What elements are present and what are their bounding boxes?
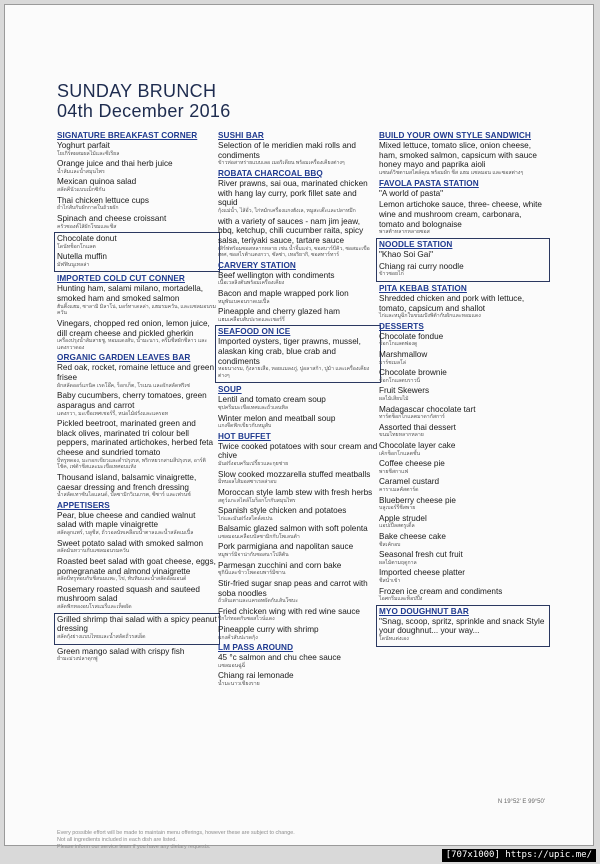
- menu-item: [379, 262, 547, 278]
- menu-item-name: Fruit Skewers: [379, 386, 430, 396]
- menu-item-name: Chocolate brownie: [379, 368, 447, 378]
- menu-item-thai: สลัดคีนัวแบบเม็กซิกัน: [57, 187, 106, 194]
- menu-item-name: Rosemary roasted squash and sauteed mushroom salad: [57, 584, 200, 604]
- menu-item-name: Chocolate layer cake: [379, 440, 456, 450]
- menu-item-name: Beef wellington with condiments: [218, 270, 335, 280]
- menu-item: [218, 561, 378, 577]
- menu-item-thai: สตูว์แกะสไตล์โมร็อกโกกับสมุนไพร: [218, 497, 296, 504]
- menu-item-name: Sweet potato salad with smoked salmon: [57, 538, 204, 548]
- menu-section: [379, 322, 547, 603]
- menu-item-name: Imported cheese platter: [379, 568, 466, 578]
- menu-item-name: Chocolate donut: [57, 234, 117, 244]
- menu-item-name: Roasted beet salad with goat cheese, eggs, pomegranate and almond vinaigrette: [57, 556, 216, 576]
- menu-item: [218, 671, 378, 687]
- menu-item-name: Bake cheese cake: [379, 531, 446, 541]
- section-heading: IMPORTED COLD CUT CONNER: [57, 274, 185, 284]
- menu-item-thai: ชีสเค้กอบ: [379, 541, 401, 548]
- menu-item-thai: ข้าวซอยไก่: [379, 271, 404, 278]
- menu-item-name: Imported oysters, tiger prawns, mussel, alaskan king crab, blue crab and condiments: [218, 337, 361, 366]
- menu-item: [218, 579, 378, 605]
- menu-item-thai: ไก่และหมูฉีกในขนมปังพิต้ากับผักและหอมแดง: [379, 313, 481, 320]
- menu-item-name: Marshmallow: [379, 349, 428, 359]
- menu-item: [379, 441, 547, 457]
- menu-item-thai: แซลมอนฉู่ฉี่: [218, 662, 246, 669]
- menu-item: [57, 234, 217, 250]
- menu-item: [379, 189, 547, 199]
- menu-item: [218, 337, 378, 379]
- menu-item: [218, 506, 378, 522]
- section-heading: SIGNATURE BREAKFAST CORNER: [57, 131, 198, 140]
- menu-item-thai: โดนัทแต่งเอง: [379, 636, 409, 643]
- menu-item: [379, 350, 547, 366]
- menu-column-1: [57, 131, 217, 665]
- menu-item: [379, 568, 547, 584]
- menu-item-thai: มัฟฟินนูเทลล่า: [57, 261, 90, 268]
- menu-item-thai: ผลไม้ตามฤดูกาล: [379, 559, 417, 566]
- menu-item: [379, 477, 547, 493]
- menu-item-name: Pineapple curry with shrimp: [218, 624, 319, 634]
- menu-item: [218, 141, 378, 167]
- menu-item: [379, 332, 547, 348]
- menu-section: [54, 613, 220, 645]
- menu-item-thai: ผลไม้เสียบไม้: [379, 396, 409, 403]
- menu-item: [218, 442, 378, 468]
- menu-section: [376, 238, 550, 282]
- menu-section: [379, 179, 547, 236]
- menu-item-thai: แฮมเคลือบสับปะรดและเชอร์รี่: [218, 316, 285, 323]
- menu-item: [57, 252, 217, 268]
- menu-item-name: Pork parmigiana and napolitan sauce: [218, 542, 354, 552]
- menu-item: [379, 368, 547, 384]
- menu-item-name: "Khao Soi Gai": [379, 249, 434, 259]
- section-heading: SEAFOOD ON ICE: [218, 327, 291, 337]
- menu-footer-note: [57, 830, 295, 851]
- menu-item: [57, 284, 217, 316]
- menu-item-name: Mixed lettuce, tomato slice, onion cheese, ham, smoked salmon, capsicum with sauce honey mayo and paprika aioli: [379, 141, 537, 170]
- menu-item: [218, 524, 378, 540]
- menu-item-name: Mexican quinoa salad: [57, 177, 137, 187]
- menu-section: [54, 232, 220, 272]
- menu-item-name: Slow cooked mozzarella stuffed meatballs: [218, 469, 371, 479]
- menu-item-name: Chiang rai curry noodle: [379, 261, 464, 271]
- menu-item-name: River prawns, sai oua, marinated chicken with hang lay curry, pork fillet sate and squid: [218, 178, 368, 208]
- menu-item-thai: ครัวซองต์ไส้ผักโขมและชีส: [57, 223, 117, 230]
- menu-item-thai: มันฝรั่งอบครีมเปรี้ยวและกุยช่าย: [218, 461, 289, 468]
- menu-section: [57, 353, 217, 499]
- menu-item-name: "Snag, scoop, spritz, sprinkle and snack Style your doughnut... your way...: [379, 616, 545, 636]
- menu-item-name: 45 °c salmon and chu chee sauce: [218, 653, 341, 663]
- menu-item: [379, 250, 547, 260]
- menu-item-name: Baby cucumbers, cherry tomatoes, green asparagus and carrot: [57, 391, 207, 410]
- menu-section: [215, 325, 381, 383]
- menu-item-thai: ซูกินีและข้าวโพดอบพาร์มีซาน: [218, 570, 286, 577]
- menu-item-name: Bacon and maple wrapped pork lion: [218, 288, 349, 298]
- section-heading: HOT BUFFET: [218, 431, 271, 441]
- menu-item-name: Thai chicken lettuce cups: [57, 195, 149, 205]
- menu-item-thai: ปีกไก่ทอดกับซอสไวน์แดง: [218, 616, 275, 623]
- menu-item-thai: ช็อกโกแลตบราวนี่: [379, 377, 421, 384]
- menu-item-name: Hunting ham, salami milano, mortadella, smoked ham and smoked salmon: [57, 284, 204, 304]
- menu-item: [218, 414, 378, 430]
- menu-item-name: Assorted thai dessert: [379, 422, 456, 432]
- menu-item-name: with a variety of sauces - nam jim jeaw, bbq, ketchup, chili cucumber raita, spicy salsa, teriyaki sauce, tartare sauce: [218, 216, 364, 245]
- section-heading: ORGANIC GARDEN LEAVES BAR: [57, 353, 191, 363]
- menu-item-thai: ชีสนำเข้า: [379, 578, 401, 585]
- menu-section: [379, 284, 547, 320]
- menu-item: [57, 511, 217, 537]
- menu-item-name: Red oak, rocket, romaine lettuce and green frisee: [57, 363, 215, 382]
- menu-item-name: Twice cooked potatoes with sour cream and chive: [218, 441, 378, 461]
- menu-item-name: Chiang rai lemonade: [218, 671, 294, 681]
- menu-item: [218, 653, 378, 669]
- menu-item: [57, 473, 217, 499]
- menu-item-thai: ยำมะม่วงปลาดุกฟู: [57, 656, 98, 663]
- menu-item-thai: กุ้งแม่น้ำ, ไส้อั่ว, ไก่หมักเครื่องแกงฮังเล, หมูสะเต๊ะและปลาหมึก: [218, 208, 356, 215]
- menu-item-name: Selection of le meridien maki rolls and condiments: [218, 141, 356, 160]
- section-heading: BUILD YOUR OWN STYLE SANDWICH: [379, 131, 531, 140]
- menu-item-name: Pear, blue cheese and candied walnut salad with maple vinaigrette: [57, 510, 196, 530]
- menu-item: [57, 539, 217, 555]
- menu-item-thai: ฮันติ้งแฮม, ซาลามิ มิลาโน่, มอร์ทาเดลล่า, แฮมรมควัน, และแซลมอนรมควัน: [57, 303, 217, 317]
- menu-item-name: Shredded chicken and pork with lettuce, tomato, capsicum and shallot: [379, 293, 525, 313]
- menu-item-name: Balsamic glazed salmon with soft polenta: [218, 524, 368, 534]
- menu-page: [4, 4, 594, 850]
- menu-item-name: Winter melon and meatball soup: [218, 413, 336, 423]
- menu-item-thai: น้ำสลัดเทาซันไอแลนด์, บัลซามิกวิเนเกรต, ซีซาร์ และเฟรนช์: [57, 492, 191, 499]
- menu-section: [218, 432, 378, 641]
- menu-item-name: Thousand island, balsamic vinaigrette, caesar dressing and french dressing: [57, 472, 197, 492]
- menu-item-name: Lentil and tomato cream soup: [218, 395, 326, 405]
- section-heading: MYO DOUGHNUT BAR: [379, 606, 469, 616]
- footer-line: Please inform our service team if you have any dietary requests.: [57, 844, 211, 850]
- menu-item-name: Vinegars, chopped red onion, lemon juice, dill cream cheese and pickled gherkin: [57, 318, 210, 338]
- menu-item: [379, 294, 547, 320]
- menu-item: [57, 647, 217, 663]
- menu-item-thai: แกงคั่วสับปะรดกุ้ง: [218, 634, 258, 641]
- menu-item-thai: ไก่และมันฝรั่งสไตล์สเปน: [218, 515, 273, 522]
- menu-item-thai: มีทบอลไส้มอสซาเรลล่าอบ: [218, 479, 277, 486]
- menu-item-thai: แซลมอนเคลือบบัลซามิกกับโพเลนต้า: [218, 533, 300, 540]
- menu-item-name: Apple strudel: [379, 513, 427, 523]
- menu-item: [218, 542, 378, 558]
- menu-item-thai: หอยนางรม, กุ้งลายเสือ, หอยแมลงภู่, ปูอลาสก้า, ปูม้า และเครื่องเคียงต่างๆ: [218, 366, 370, 379]
- menu-item-name: Madagascar chocolate tart: [379, 404, 476, 414]
- menu-item: [379, 405, 547, 421]
- menu-item-name: "A world of pasta": [379, 188, 444, 198]
- menu-item-thai: สลัดกุ้งย่างแบบไทยและน้ำสลัดถั่วรสเผ็ด: [57, 634, 146, 641]
- menu-item: [218, 307, 378, 323]
- menu-item-thai: ช็อกโกแลตฟองดู: [379, 341, 418, 348]
- menu-item: [57, 363, 217, 389]
- menu-item-thai: โดนัทช็อกโกแลต: [57, 243, 96, 250]
- menu-section: [218, 643, 378, 687]
- menu-item: [218, 625, 378, 641]
- menu-item: [218, 607, 378, 623]
- menu-item: [379, 200, 547, 236]
- menu-item: [57, 319, 217, 351]
- menu-item-name: Frozen ice cream and condiments: [379, 586, 503, 596]
- menu-item-name: Caramel custard: [379, 477, 440, 487]
- section-heading: PITA KEBAB STATION: [379, 283, 467, 293]
- menu-item-name: Pickled beetroot, marinated green and black olives, marinated tri colour bell peppers, marinated artichokes, herbed feta cheese and sundried tomato: [57, 419, 214, 458]
- menu-item-thai: พายชีสกาแฟ: [379, 468, 409, 475]
- menu-item: [379, 386, 547, 402]
- menu-item-name: Seasonal fresh cut fruit: [379, 550, 463, 560]
- menu-item-name: Blueberry cheese pie: [379, 495, 456, 505]
- menu-item-thai: ถั่วลันเตาและแครอทผัดกับเส้นโซบะ: [218, 598, 298, 605]
- menu-item-name: Grilled shrimp thai salad with a spicy peanut dressing: [57, 614, 217, 634]
- menu-item: [379, 550, 547, 566]
- menu-item: [57, 196, 217, 212]
- menu-item: [218, 395, 378, 411]
- menu-item: [57, 557, 217, 583]
- menu-item-thai: ยำไก่สับกับผักกาดในถ้วยผัก: [57, 205, 119, 212]
- menu-item-thai: น้ำส้มและน้ำสมุนไพร: [57, 168, 105, 175]
- menu-item: [379, 587, 547, 603]
- menu-item-thai: สลัดมันหวานกับแซลมอนรมควัน: [57, 548, 130, 555]
- menu-section: [376, 605, 550, 647]
- menu-item-name: Parmesan zucchini and corn bake: [218, 560, 342, 570]
- section-heading: LM PASS AROUND: [218, 643, 294, 653]
- section-heading: SOUP: [218, 385, 242, 395]
- menu-item: [218, 488, 378, 504]
- menu-item-thai: โยเกิร์ตผสมผลไม้และซีเรียล: [57, 150, 120, 157]
- menu-section: [218, 131, 378, 167]
- menu-item-thai: ข้าวห่อสาหร่ายแบบเลอ เมอริเดียน พร้อมเครื่องเคียงต่างๆ: [218, 160, 345, 167]
- menu-item: [57, 615, 217, 641]
- menu-item-thai: ทาร์ตช็อกโกแลตมาดากัสการ์: [379, 414, 445, 421]
- menu-item-name: Stir-fried sugar snap peas and carrot with soba noodles: [218, 578, 368, 598]
- footer-line: Every possible effort will be made to maintain menu offerings, however these are subject to change.: [57, 830, 295, 836]
- menu-date: 04th December 2016: [57, 101, 231, 121]
- menu-section: [218, 261, 378, 324]
- gps-coordinates: N 19°52' E 99°50': [497, 799, 545, 805]
- menu-item-thai: หมูพาร์มิจาน่ากับซอสนาโปลิตัน: [218, 552, 289, 559]
- menu-item-thai: คาราเมลคัสตาร์ด: [379, 487, 419, 494]
- section-heading: APPETISERS: [57, 500, 110, 510]
- section-heading: ROBATA CHARCOAL BBQ: [218, 168, 323, 178]
- menu-item-thai: สลัดลูกแพร์, บลูชีส, ถั่ววอลนัทเคลือบน้ำตาลและน้ำสลัดเมเปิ้ล: [57, 530, 194, 537]
- section-heading: DESSERTS: [379, 321, 424, 331]
- menu-item: [379, 496, 547, 512]
- menu-item: [218, 289, 378, 305]
- menu-item-name: Orange juice and thai herb juice: [57, 159, 173, 169]
- menu-item: [379, 617, 547, 643]
- menu-item-name: Yoghurt parfait: [57, 141, 110, 150]
- menu-item: [57, 391, 217, 417]
- menu-item-thai: หมูพันเบคอนราดเมเปิ้ล: [218, 298, 270, 305]
- menu-item-name: Spinach and cheese croissant: [57, 213, 167, 223]
- menu-item-thai: แซนด์วิชตามสไตล์คุณ พร้อมผัก ชีส แฮม แซลมอน และซอสต่างๆ: [379, 170, 524, 177]
- menu-item: [379, 532, 547, 548]
- menu-item: [379, 423, 547, 439]
- menu-item-name: Pineapple and cherry glazed ham: [218, 307, 340, 317]
- menu-item-thai: เสิร์ฟพร้อมซอสหลากหลาย เช่น น้ำจิ้มแจ่ว, ซอสบาร์บีคิว, ซอสมะเขือเทศ, ซอสไรต้าแตงกวา, ซัลซ่า, เทอริยากิ, ซอสทาร์ทาร์: [218, 245, 370, 259]
- menu-item: [218, 271, 378, 287]
- menu-section: [57, 647, 217, 663]
- menu-item-thai: ขนมไทยหลากหลาย: [379, 432, 424, 439]
- menu-section: [57, 131, 217, 230]
- menu-item: [379, 514, 547, 530]
- menu-item-name: Coffee cheese pie: [379, 459, 445, 469]
- section-heading: NOODLE STATION: [379, 239, 453, 249]
- menu-item-thai: แตงกวา, มะเขือเทศเชอร์รี่, หน่อไม้ฝรั่งและแครอท: [57, 410, 168, 417]
- menu-item-thai: บีทรูทดอง, มะกอกเขียวและดำปรุงรส, พริกหยวกสามสีปรุงรส, อาร์ติโช้ค, เฟต้าชีสและมะเขือเทศอบแห้ง: [57, 457, 206, 471]
- menu-item-thai: แกงจืดฟักเขียวกับหมูสับ: [218, 423, 272, 430]
- menu-item-name: Fried chicken wing with red wine sauce: [218, 606, 360, 616]
- menu-item: [218, 470, 378, 486]
- watermark-url[interactable]: [707x1000] https://upic.me/: [442, 849, 596, 862]
- menu-item-thai: บลูเบอร์รี่ชีสพาย: [379, 505, 416, 512]
- menu-section: [57, 501, 217, 611]
- menu-section: [379, 131, 547, 177]
- menu-item: [218, 217, 378, 259]
- menu-item-thai: เนื้อเวลลิงตันพร้อมเครื่องเคียง: [218, 280, 285, 287]
- menu-item-name: Nutella muffin: [57, 252, 107, 262]
- menu-item-thai: มาร์ชเมลโล่: [379, 359, 406, 366]
- menu-item-thai: เครื่องปรุงน้ำส้มสายชู, หอมแดงสับ, น้ำมะนาว, ครีมชีสผักชีลาว และแตงกวาดอง: [57, 338, 208, 351]
- footer-line: Not all ingredients included in each dish are listed.: [57, 837, 177, 843]
- menu-item-thai: เค้กช็อกโกแลตชั้น: [379, 450, 421, 457]
- menu-section: [57, 274, 217, 351]
- menu-item: [218, 179, 378, 215]
- menu-item-name: Green mango salad with crispy fish: [57, 646, 185, 656]
- menu-column-3: [379, 131, 547, 649]
- menu-section: [218, 385, 378, 429]
- menu-item: [57, 419, 217, 471]
- menu-section: [218, 169, 378, 259]
- section-heading: FAVOLA PASTA STATION: [379, 178, 479, 188]
- menu-item-thai: สลัดบีทรูทอบกับชีสนมแพะ, ไข่, ทับทิมและน้ำสลัดอัลมอนด์: [57, 576, 187, 583]
- menu-item-thai: ผักสลัดออร์แกนิค เรดโอ๊ค, ร็อกเก็ต, โรเมน และผักสลัดฟริเซ่: [57, 382, 190, 389]
- menu-item-name: Moroccan style lamb stew with fresh herbs: [218, 487, 373, 497]
- menu-item: [57, 177, 217, 193]
- menu-item: [57, 214, 217, 230]
- menu-item-name: Chocolate fondue: [379, 331, 444, 341]
- menu-item: [57, 585, 217, 611]
- menu-item: [57, 159, 217, 175]
- menu-item-thai: ซุปครีมมะเขือเทศและถั่วเลนทิล: [218, 405, 289, 412]
- menu-item-thai: พาสต้าหลากหลายซอส: [379, 229, 430, 236]
- menu-item-name: Lemon artichoke sauce, three- cheese, white wine and mushroom cream, carbonara, tomato and bolognaise: [379, 200, 542, 229]
- menu-column-2: [218, 131, 378, 690]
- menu-title: SUNDAY BRUNCH: [57, 81, 217, 101]
- section-heading: CARVERY STATION: [218, 260, 296, 270]
- menu-item-thai: ไอศกรีมและท็อปปิ้ง: [379, 596, 423, 603]
- menu-item-thai: แอปเปิ้ลสตรูเดิ้ล: [379, 523, 415, 530]
- menu-item-name: Spanish style chicken and potatoes: [218, 506, 347, 516]
- menu-item-thai: สลัดฟักทองอบโรสแมรี่และเห็ดผัด: [57, 604, 132, 611]
- menu-item: [57, 141, 217, 157]
- menu-item-thai: น้ำมะนาวเชียงราย: [218, 681, 260, 688]
- section-heading: SUSHI BAR: [218, 131, 264, 140]
- menu-item: [379, 459, 547, 475]
- menu-item: [379, 141, 547, 177]
